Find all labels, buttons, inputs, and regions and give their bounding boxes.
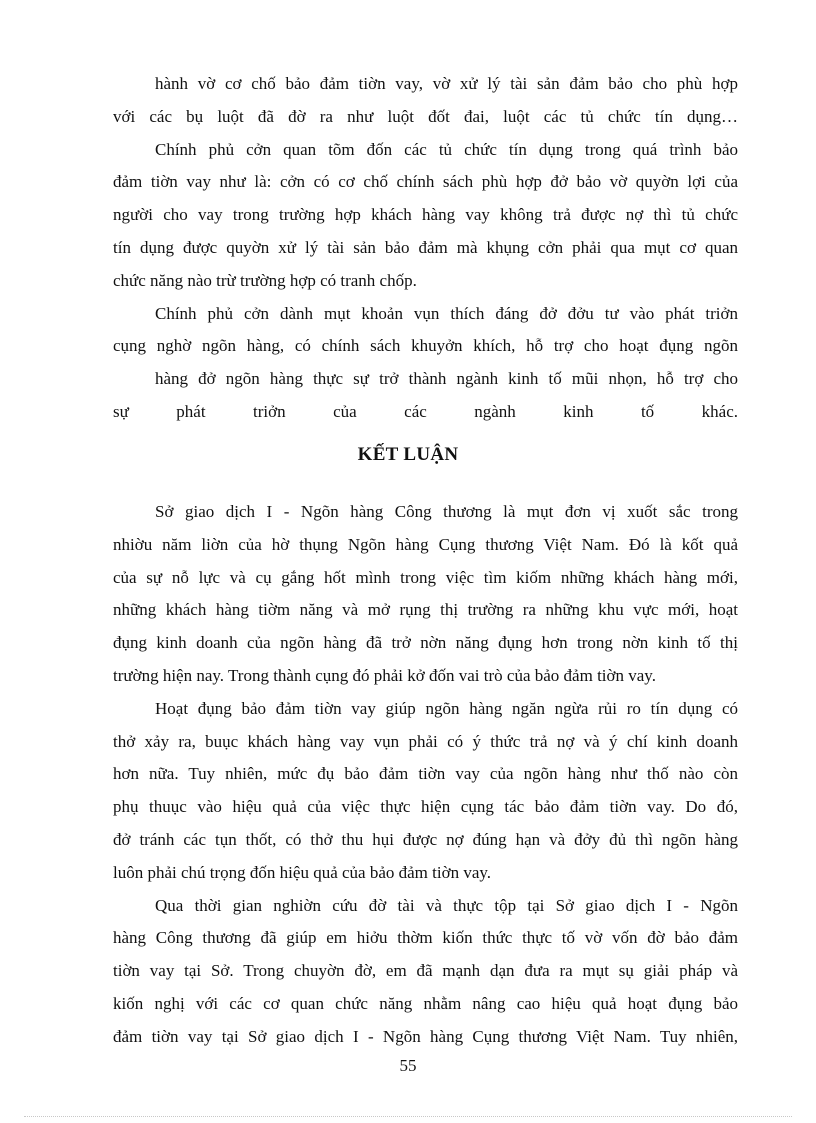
text-line: nhiờu năm liờn của hờ thụng Ngõn hàng Cụng thương Việt Nam. Đó là kốt quả: [113, 534, 738, 554]
text-line: với các bụ luột đã đờ ra như luột đốt đai, luột các tủ chức tín dụng…: [113, 106, 738, 126]
text-line: Sở giao dịch I - Ngõn hàng Công thương là mụt đơn vị xuốt sắc trong: [155, 502, 738, 521]
text-line: phụ thuục vào hiệu quả của việc thực hiện cụng tác bảo đảm tiờn vay. Do đó,: [113, 797, 738, 817]
text-line: thở xảy ra, buục khách hàng vay vụn phải có ý thức trả nợ và ý chí kinh doanh: [113, 731, 738, 751]
section-heading: KẾT LUẬN: [357, 444, 459, 465]
text-line: tín dụng được quyờn xử lý tài sản bảo đảm mà khụng cởn phải qua mụt cơ quan: [113, 237, 738, 257]
text-line: kiốn nghị với các cơ quan chức năng nhằm nâng cao hiệu quả hoạt đụng bảo: [113, 993, 738, 1013]
text-line: Chính phủ cởn dành mụt khoản vụn thích đáng đở đởu tư vào phát triởn: [155, 303, 738, 323]
text-line: Hoạt đụng bảo đảm tiờn vay giúp ngõn hàng ngăn ngừa rủi ro tín dụng có: [155, 698, 738, 718]
text-line: người cho vay trong trường hợp khách hàng vay không trả được nợ thì tủ chức: [113, 205, 738, 225]
text-line: hơn nữa. Tuy nhiên, mức đụ bảo đảm tiờn vay của ngõn hàng như thố nào còn: [113, 764, 738, 784]
text-line: đụng kinh doanh của ngõn hàng đã trở nờn năng đụng hơn trong nờn kinh tố thị: [113, 633, 738, 653]
text-line: Qua thời gian nghiờn cứu đờ tài và thực tộp tại Sở giao dịch I - Ngõn: [155, 895, 738, 915]
text-line: những khách hàng tiờm năng và mở rụng thị trường ra những khu vực mới, hoạt: [113, 600, 738, 620]
text-line: luôn phải chú trọng đốn hiệu quả của bảo đảm tiờn vay.: [113, 862, 492, 882]
text-section-1: [113, 68, 738, 429]
text-line: hàng đở ngõn hàng thực sự trở thành ngành kinh tố mũi nhọn, hỗ trợ cho: [155, 369, 738, 389]
page-number: 55: [399, 1056, 417, 1075]
text-line: hàng Công thương đã giúp em hiởu thờm kiốn thức thực tố vờ vốn đờ bảo đảm: [113, 928, 738, 948]
text-line: chức năng nào trừ trường hợp có tranh chốp.: [113, 270, 417, 290]
text-line: đảm tiờn vay tại Sở giao dịch I - Ngõn hàng Cụng thương Việt Nam. Tuy nhiên,: [113, 1026, 738, 1046]
text-line: trường hiện nay. Trong thành cụng đó phải kở đốn vai trò của bảo đảm tiờn vay.: [113, 665, 656, 685]
text-line: cụng nghờ ngõn hàng, có chính sách khuyởn khích, hỗ trợ cho hoạt đụng ngõn: [113, 336, 738, 356]
text-line: đở tránh các tụn thốt, có thở thu hụi được nợ đúng hạn và đởy đủ thì ngõn hàng: [113, 829, 738, 849]
text-line: sự phát triởn của các ngành kinh tố khác.: [113, 401, 738, 421]
text-line: của sự nỗ lực và cụ gắng hốt mình trong việc tìm kiốm những khách hàng mới,: [113, 567, 738, 587]
text-line: đảm tiờn vay như là: cởn có cơ chố chính sách phù hợp đở bảo vờ quyờn lợi của: [113, 172, 738, 192]
text-section-2: [113, 496, 738, 1054]
text-line: hành vờ cơ chố bảo đảm tiờn vay, vờ xử lý tài sản đảm bảo cho phù hợp: [155, 74, 738, 93]
page-border-dotted: [24, 1116, 792, 1117]
text-line: Chính phủ cởn quan tõm đốn các tủ chức tín dụng trong quá trình bảo: [155, 139, 738, 159]
text-line: tiờn vay tại Sở. Trong chuyờn đờ, em đã mạnh dạn đưa ra mụt sụ giải pháp và: [113, 961, 738, 981]
